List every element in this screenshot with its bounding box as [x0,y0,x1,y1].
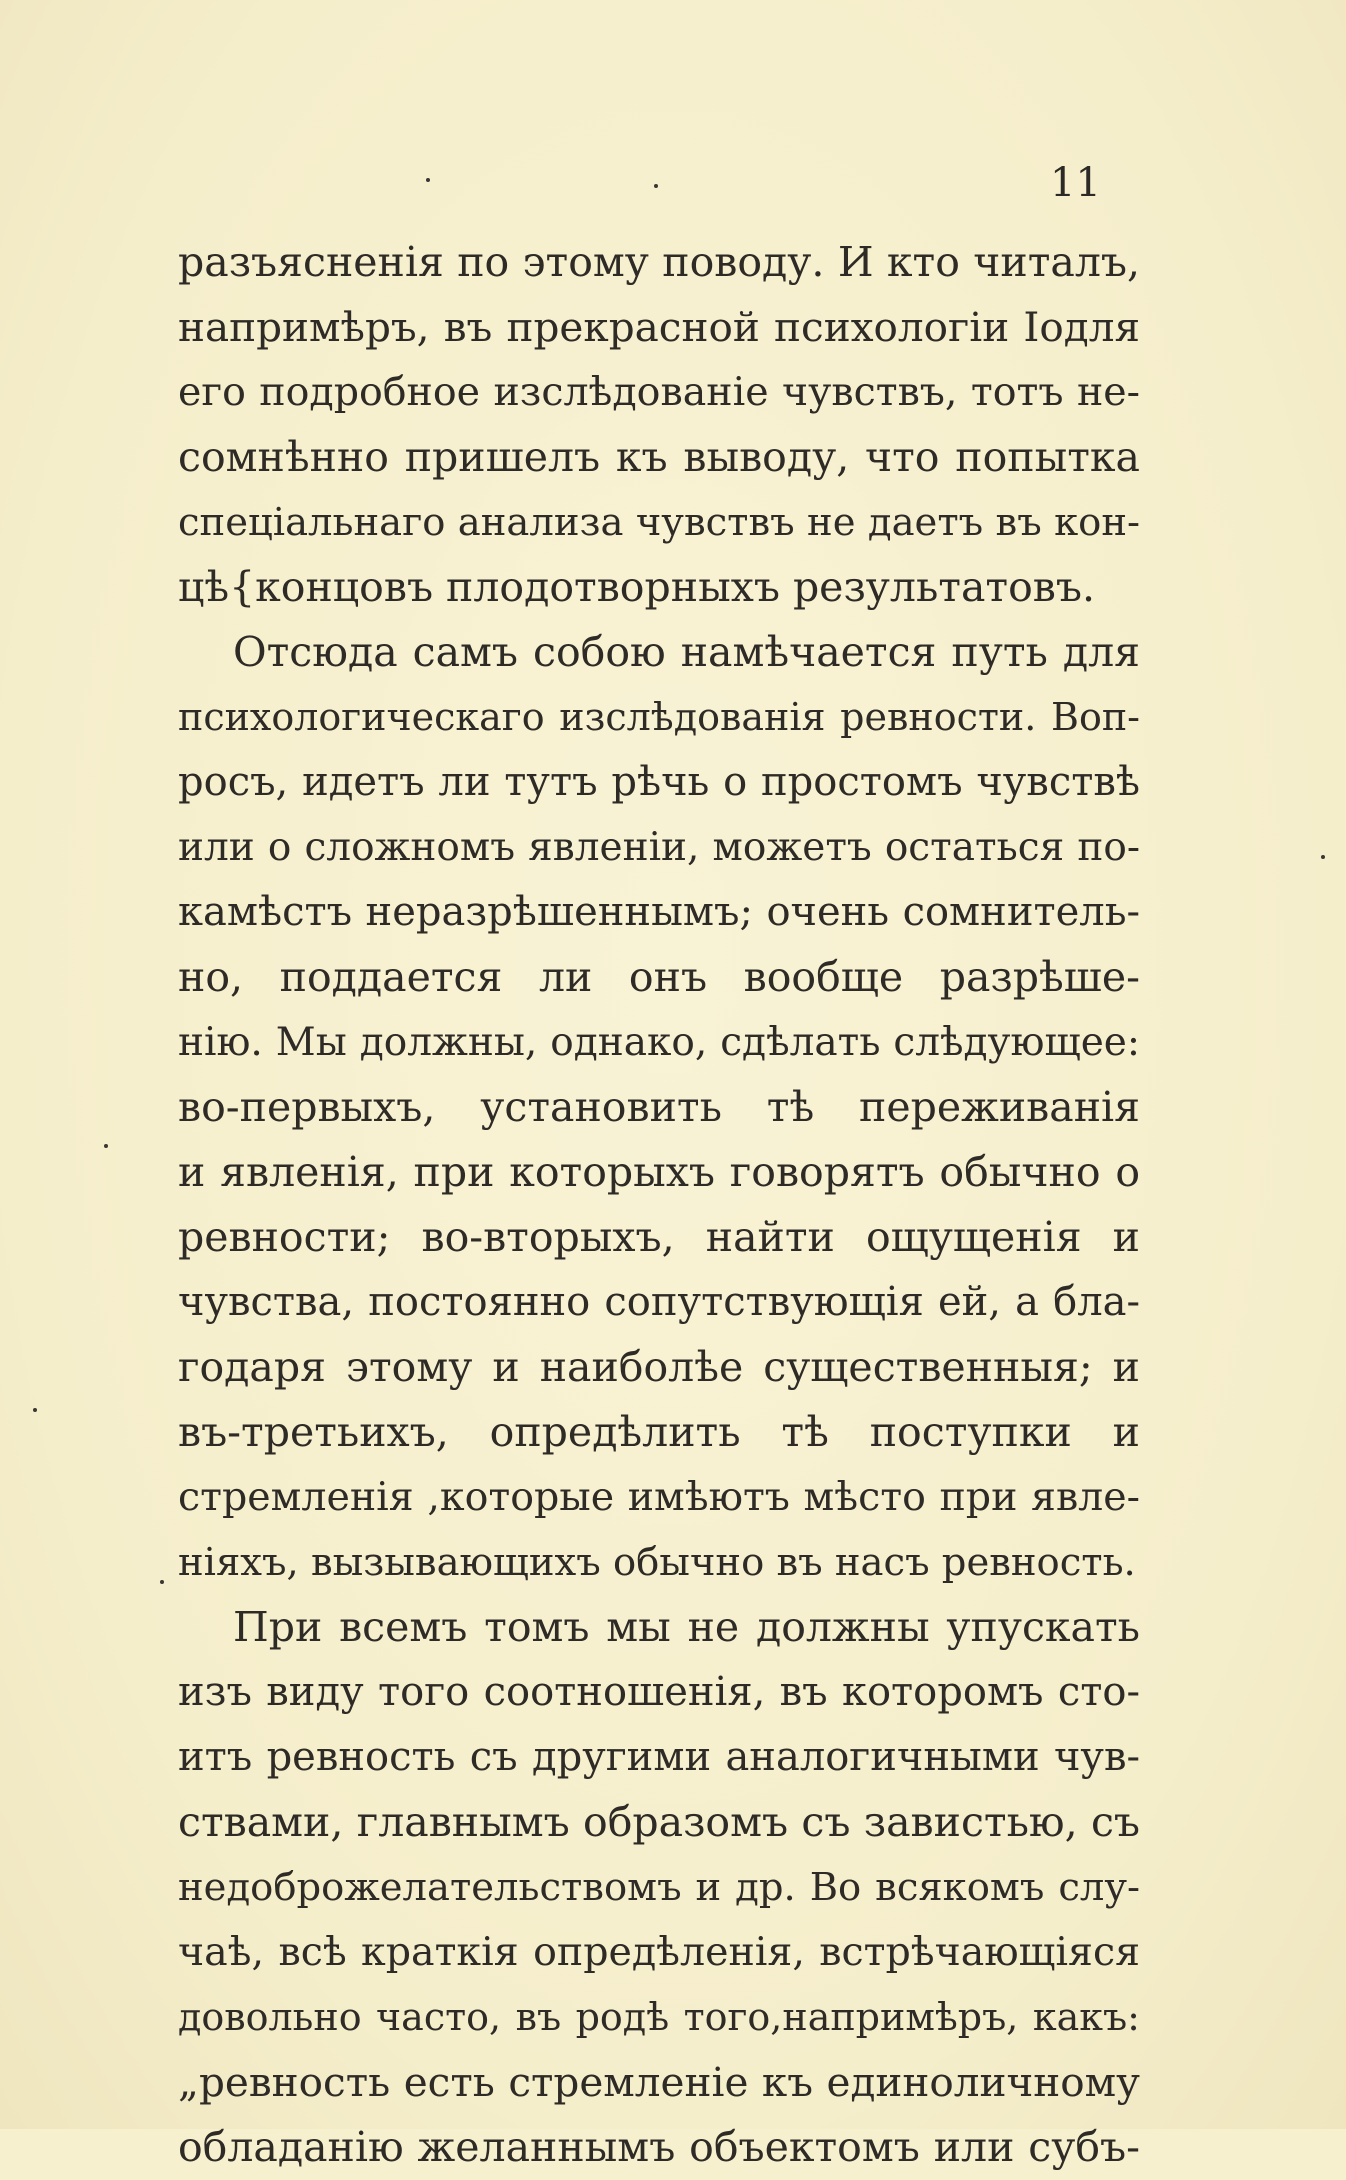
printing-speck [426,178,430,182]
printing-speck [654,184,658,188]
text-line: въ-третьихъ, опредѣлить тѣ поступки и [178,1408,1140,1456]
text-line: обладанію желаннымъ объектомъ или субъ- [178,2123,1140,2171]
text-line: итъ ревность съ другими аналогичными чув- [178,1734,1140,1780]
body-text [178,230,1140,2180]
text-line: сомнѣнно пришелъ къ выводу, что попытка [178,433,1140,481]
text-line: При всемъ томъ мы не должны упускать [233,1603,1140,1651]
text-line: но, поддается ли онъ вообще разрѣше- [178,953,1140,1001]
printing-speck [33,1408,37,1412]
text-line: чувства, постоянно сопутствующія ей, а бла- [178,1279,1140,1325]
text-line: напримѣръ, въ прекрасной психологіи Іодля [178,303,1140,351]
text-line: недоброжелательствомъ и др. Во всякомъ слу- [178,1865,1140,1910]
text-line: нію. Мы должны, однако, сдѣлать слѣдующее: [178,1020,1140,1065]
page-number: 11 [1050,160,1101,206]
printing-speck [160,1580,164,1584]
text-line: его подробное изслѣдованіе чувствъ, тотъ не- [178,369,1140,415]
paragraph [178,1595,1140,2180]
paragraph [178,230,1140,620]
text-line: ствами, главнымъ образомъ съ завистью, съ [178,1798,1140,1846]
printing-speck [104,1144,108,1148]
text-line: довольно часто, въ родѣ того,напримѣръ, какъ: [178,1995,1140,2039]
text-line: или о сложномъ явленіи, можетъ остаться по- [178,825,1140,870]
text-line: камѣстъ неразрѣшеннымъ; очень сомнитель- [178,889,1140,935]
text-line: росъ, идетъ ли тутъ рѣчь о простомъ чувствѣ [178,759,1140,805]
text-line: годаря этому и наиболѣе существенныя; и [178,1343,1140,1391]
paragraph [178,620,1140,1595]
text-line: цѣ{концовъ плодотворныхъ результатовъ. [178,563,1095,611]
text-line: во-первыхъ, установить тѣ переживанія [178,1083,1140,1131]
text-line: Отсюда самъ собою намѣчается путь для [233,628,1140,676]
text-line: стремленія ,которые имѣютъ мѣсто при явле- [178,1474,1140,1520]
text-line: психологическаго изслѣдованія ревности. Воп- [178,695,1140,739]
text-line: спеціальнаго анализа чувствъ не даетъ въ кон- [178,500,1140,545]
printing-speck [1321,855,1325,859]
text-line: „ревность есть стремленіе къ единоличному [178,2058,1140,2106]
text-line: изъ виду того соотношенія, въ которомъ сто- [178,1669,1140,1715]
text-line: разъясненія по этому поводу. И кто читалъ, [178,238,1140,286]
text-line: ревности; во-вторыхъ, найти ощущенія и [178,1213,1140,1261]
text-line: и явленія, при которыхъ говорятъ обычно о [178,1148,1140,1196]
text-line: чаѣ, всѣ краткія опредѣленія, встрѣчающіяся [178,1929,1140,1975]
text-line: ніяхъ, вызывающихъ обычно въ насъ ревность. [178,1540,1136,1585]
